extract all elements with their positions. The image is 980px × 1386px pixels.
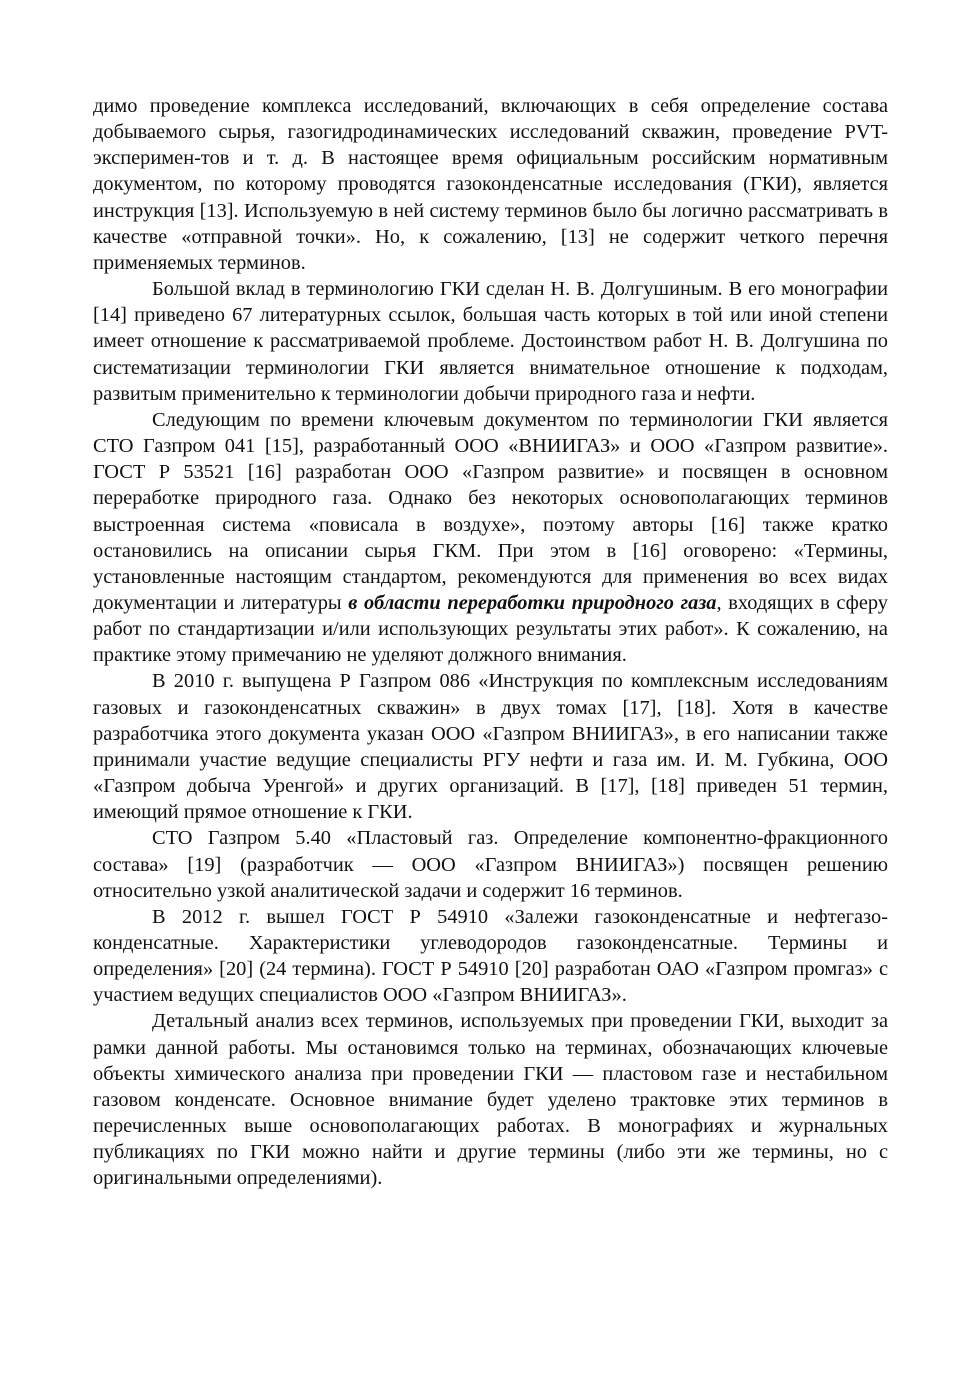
paragraph-6: В 2012 г. вышел ГОСТ Р 54910 «Залежи газоконденсатные и нефтегазоконденсатные. Характеристики углеводородов газоконденсатные. Термины и определения» [20] (24 термина). ГОСТ Р 54910 [20] разработан ОАО «Газпром промгаз» с участием ведущих специалистов ООО «Газпром ВНИИГАЗ». bbox=[93, 905, 888, 1007]
paragraph-1: димо проведение комплекса исследований, включающих в себя определение состава добываемого сырья, газогидродинамических исследований скважин, проведение PVT-эксперимен-тов и т. д. В настоящее время официальным российским нормативным документом, по которому проводятся газоконденсатные исследования (ГКИ), является инструкция [13]. Используемую в ней систему терминов было бы логично рассматривать в качестве «отправной точки». Но, к сожалению, [13] не содержит четкого перечня применяемых терминов. bbox=[93, 95, 888, 274]
paragraph-7: Детальный анализ всех терминов, используемых при проведении ГКИ, выходит за рамки данной работы. Мы остановимся только на терминах, обозначающих ключевые объекты химического анализа при проведении ГКИ — пластовом газе и нестабильном газовом конденсате. Основное внимание будет уделено трактовке этих терминов в перечисленных выше основополагающих работах. В монографиях и журнальных публикациях по ГКИ можно найти и другие термины (либо эти же термины, но с оригинальными определениями). bbox=[93, 1010, 888, 1190]
paragraph-3-emphasis: в области переработки природного газа bbox=[348, 591, 717, 614]
paragraph-5: СТО Газпром 5.40 «Пластовый газ. Определение компонентно-фракционного состава» [19] (разработчик — ООО «Газпром ВНИИГАЗ») посвящен решению относительно узкой аналитической задачи и содержит 16 терминов. bbox=[93, 827, 888, 902]
paragraph-3 bbox=[93, 407, 888, 669]
paragraph-4: В 2010 г. выпущена Р Газпром 086 «Инструкция по комплексным исследованиям газовых и газоконденсатных скважин» в двух томах [17], [18]. Хотя в качестве разработчика этого документа указан ООО «Газпром ВНИИГАЗ», в его написании также принимали участие ведущие специалисты РГУ нефти и газа им. И. М. Губкина, ООО «Газпром добыча Уренгой» и других организаций. В [17], [18] приведен 51 термин, имеющий прямое отношение к ГКИ. bbox=[93, 670, 888, 824]
paragraph-3-text-after: , входящих в сферу работ по стандартизации и/или использующих результаты этих работ». К сожалению, на практике этому примечанию не уделяют должного внимания. bbox=[93, 591, 888, 667]
paragraph-3-text-before: Следующим по времени ключевым документом по терминологии ГКИ является СТО Газпром 041 [15], разработанный ООО «ВНИИГАЗ» и ООО «Газпром развитие». ГОСТ Р 53521 [16] разработан ООО «Газпром развитие» и посвящен в основном переработке природного газа. Однако без некоторых основополагающих терминов выстроенная система «повисала в воздухе», поэтому авторы [16] также кратко остановились на описании сырья ГКМ. При этом в [16] оговорено: «Термины, установленные настоящим стандартом, рекомендуются для применения во всех видах документации и литературы bbox=[93, 408, 888, 614]
paragraph-2: Большой вклад в терминологию ГКИ сделан Н. В. Долгушиным. В его монографии [14] приведено 67 литературных ссылок, большая часть которых в той или иной степени имеет отношение к рассматриваемой проблеме. Достоинством работ Н. В. Долгушина по систематизации терминологии ГКИ является внимательное отношение к подходам, развитым применительно к терминологии добычи природного газа и нефти. bbox=[93, 278, 888, 405]
document-page bbox=[93, 93, 888, 1192]
